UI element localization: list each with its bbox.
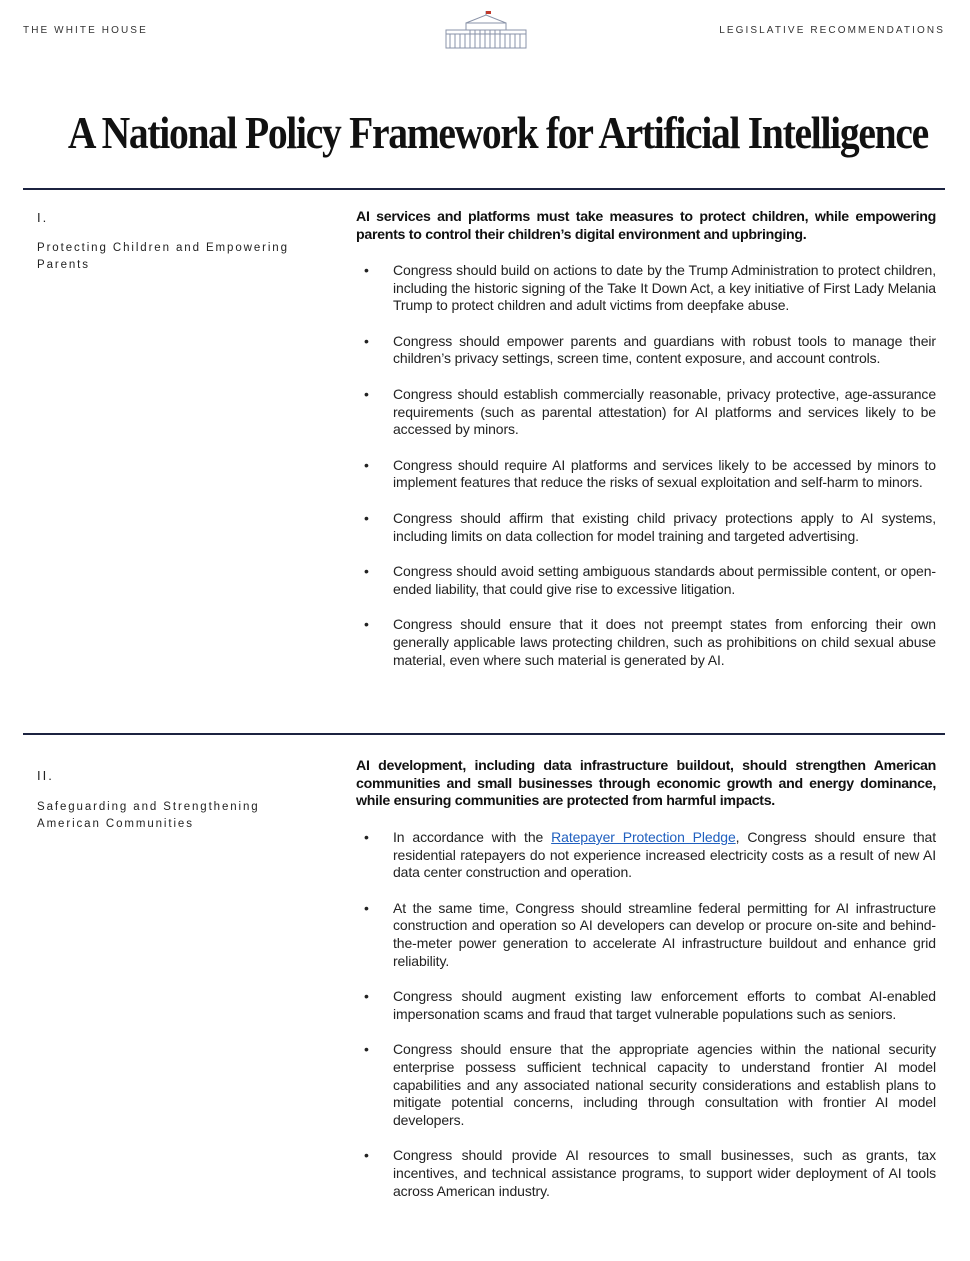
bullet-icon: •	[364, 616, 369, 633]
bullet-icon: •	[364, 456, 369, 473]
list-item	[356, 563, 936, 598]
list-item	[356, 900, 936, 970]
bullet-icon: •	[364, 509, 369, 526]
bullet-text: Congress should establish commercially reasonable, privacy protective, age-assurance requirements (such as parental attestation) for AI platforms and services likely to be accessed by minors.	[393, 385, 936, 438]
bullet-text: Congress should ensure that it does not preempt states from enforcing their own generally applicable laws protecting children, such as prohibitions on child sexual abuse material, even where such material is generated by AI.	[393, 616, 936, 668]
section-label: Protecting Children and Empowering Parents	[37, 242, 289, 271]
bullet-icon: •	[364, 988, 369, 1005]
list-item	[356, 1041, 936, 1129]
bullet-list	[356, 262, 936, 687]
header-right-label: LEGISLATIVE RECOMMENDATIONS	[719, 25, 945, 36]
bullet-icon: •	[364, 563, 369, 580]
bullet-text-suffix: , Congress should ensure that residential ratepayers do not experience increased electricity costs as a result of new AI data center construction and operation.	[393, 829, 936, 881]
section-lead: AI development, including data infrastructure buildout, should strengthen American communities and small businesses through economic growth and energy dominance, while ensuring communities are protected from harmful impacts.	[356, 758, 936, 810]
list-item	[356, 262, 936, 315]
bullet-text: Congress should augment existing law enforcement efforts to combat AI-enabled impersonation scams and fraud that target vulnerable populations such as seniors.	[393, 988, 936, 1022]
section-divider	[23, 733, 945, 735]
list-item	[356, 386, 936, 439]
white-house-building-icon	[444, 10, 528, 50]
bullet-text: Congress should avoid setting ambiguous standards about permissible content, or open-ended liability, that could give rise to excessive litigation.	[393, 563, 936, 597]
page-title: A National Policy Framework for Artificial Intelligence	[67, 107, 928, 158]
bullet-text: Congress should provide AI resources to small businesses, such as grants, tax incentives, and technical assistance programs, to support wider deployment of AI tools across American industry.	[393, 1147, 936, 1199]
bullet-text-prefix: In accordance with the	[393, 829, 552, 845]
section-lead: AI services and platforms must take measures to protect children, while empowering parents to control their children’s digital environment and upbringing.	[356, 209, 936, 243]
bullet-text: Congress should ensure that the appropriate agencies within the national security enterprise possess sufficient technical capacity to understand frontier AI model capabilities and any associated national security considerations and establish plans to mitigate potential concerns, including through consultation with frontier AI model developers.	[393, 1041, 936, 1128]
list-item	[356, 988, 936, 1023]
list-item	[356, 1147, 936, 1200]
bullet-text: Congress should affirm that existing child privacy protections apply to AI systems, including limits on data collection for model training and targeted advertising.	[393, 509, 936, 544]
list-item	[356, 457, 936, 492]
list-item	[356, 510, 936, 545]
list-item	[356, 616, 936, 669]
section-label: Safeguarding and Strengthening American Communities	[37, 801, 260, 830]
bullet-text: Congress should empower parents and guardians with robust tools to manage their children’s privacy settings, screen time, content exposure, and account controls.	[393, 332, 936, 367]
list-item	[356, 333, 936, 368]
bullet-icon: •	[364, 1041, 369, 1058]
bullet-text: At the same time, Congress should streamline federal permitting for AI infrastructure construction and operation so AI developers can develop or procure on-site and behind-the-meter power generation to accelerate AI infrastructure buildout and enhance grid reliability.	[393, 899, 936, 969]
section-number: II.	[37, 768, 54, 783]
section-number: I.	[37, 210, 49, 225]
bullet-icon: •	[364, 829, 369, 845]
bullet-icon: •	[364, 899, 369, 916]
bullet-icon: •	[364, 262, 369, 278]
bullet-list	[356, 829, 936, 1218]
section-divider	[23, 188, 945, 190]
bullet-text: Congress should require AI platforms and services likely to be accessed by minors to implement features that reduce the risks of sexual exploitation and self-harm to minors.	[393, 456, 936, 491]
header-left-label: THE WHITE HOUSE	[23, 25, 148, 36]
bullet-icon: •	[364, 385, 369, 402]
list-item	[356, 829, 936, 882]
ratepayer-pledge-link[interactable]: Ratepayer Protection Pledge	[551, 829, 736, 845]
bullet-icon: •	[364, 332, 369, 349]
bullet-text: Congress should build on actions to date by the Trump Administration to protect children, including the historic signing of the Take It Down Act, a key initiative of First Lady Melania Trump to protect children and adult victims from deepfake abuse.	[393, 262, 936, 314]
bullet-icon: •	[364, 1147, 369, 1164]
